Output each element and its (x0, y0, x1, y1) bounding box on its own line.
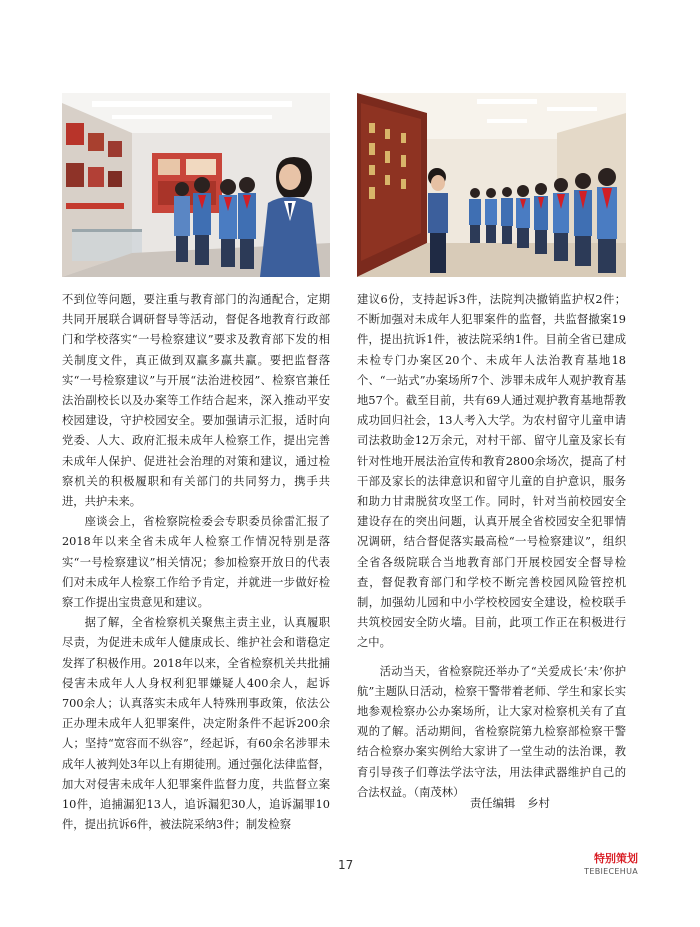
right-text-column (357, 290, 626, 803)
left-paragraph-3: 据了解，全省检察机关聚焦主责主业，认真履职尽责，为促进未成年人健康成长、维护社会和谐稳定发挥了积极作用。2018年以来，全省检察机关共批捕侵害未成年人人身权利犯罪嫌疑人400余人，起诉700余人；认真落实未成年人特殊刑事政策，依法公正办理未成年人犯罪案件，决定附条件不起诉200余人；坚持“宽容而不纵容”，经起诉，有60余名涉罪未成年人被判处3年以上有期徒刑。通过强化法律监督，加大对侵害未成年人犯罪案件监督力度，共监督立案10件，追捕漏犯13人，追诉漏犯30人，追诉漏罪10件，提出抗诉6件，被法院采纳3件；制发检察 (62, 616, 330, 832)
editor-name: 乡村 (527, 797, 550, 810)
photo-corridor-students (357, 93, 626, 277)
section-title-en: TEBIECEHUA (584, 867, 638, 876)
left-paragraph-1: 不到位等问题，要注重与教育部门的沟通配合，定期共同开展联合调研督导等活动，督促各地教育行政部门和学校落实“一号检察建议”要求及教育部下发的相关制度文件，真正做到双赢多赢共赢。要把监督落实“一号检察建议”与开展“法治进校园”、检察官兼任法治副校长以及办案等工作结合起来，深入推动平安校园建设，守护校园安全。要加强请示汇报，适时向党委、人大、政府汇报未成年人检察工作，提出完善未成年人保护、促进社会治理的对策和建议，通过检察机关的积极履职和有关部门的共同努力，携手共进，共护未来。 (62, 293, 330, 509)
left-text-column (62, 290, 330, 835)
editor-label: 责任编辑 (470, 797, 516, 810)
right-paragraph-2: 活动当天，省检察院还举办了“关爱成长‘未’你护航”主题队日活动，检察干警带着老师、学生和家长实地参观检察办公办案场所，让大家对检察机关有了直观的了解。活动期间，省检察院第九检察部检察干警结合检察办案实例给大家讲了一堂生动的法治课，教育引导孩子们尊法学法守法，用法律武器维护自己的合法权益。（南茂林） (357, 664, 626, 799)
photo-exhibition-hall (62, 93, 330, 277)
editor-credit (470, 794, 562, 814)
page-number: 17 (338, 858, 354, 872)
section-title-cn: 特别策划 (594, 852, 638, 865)
section-tag (568, 852, 638, 877)
left-paragraph-2: 座谈会上，省检察院检委会专职委员徐雷汇报了2018年以来全省未成年人检察工作情况特别是落实“一号检察建议”相关情况；参加检察开放日的代表们对未成年人检察工作给予肯定，并就进一步做好检察工作提出宝贵意见和建议。 (62, 515, 330, 610)
right-paragraph-1: 建议6份，支持起诉3件，法院判决撤销监护权2件；不断加强对未成年人犯罪案件的监督，共监督撤案19件，提出抗诉1件，被法院采纳1件。目前全省已建成未检专门办案区20个、未成年人法治教育基地18个、“一站式”办案场所7个、涉罪未成年人观护教育基地57个。截至目前，共有69人通过观护教育基地帮教成功回归社会，13人考入大学。为农村留守儿童申请司法救助金12万余元，对村干部、留守儿童及家长有针对性地开展法治宣传和教育2800余场次，提高了村干部及家长的法律意识和留守儿童的自护意识，服务和助力甘肃脱贫攻坚工作。同时，针对当前校园安全建设存在的突出问题，认真开展全省校园安全犯罪情况调研，结合督促落实最高检“一号检察建议”，组织全省各级院联合当地教育部门开展校园安全督导检查，督促教育部门和学校不断完善校园风险管控机制，加强幼儿园和中小学校校园安全建设，检校联手共筑校园安全防火墙。目前，此项工作正在积极进行之中。 (357, 293, 626, 650)
